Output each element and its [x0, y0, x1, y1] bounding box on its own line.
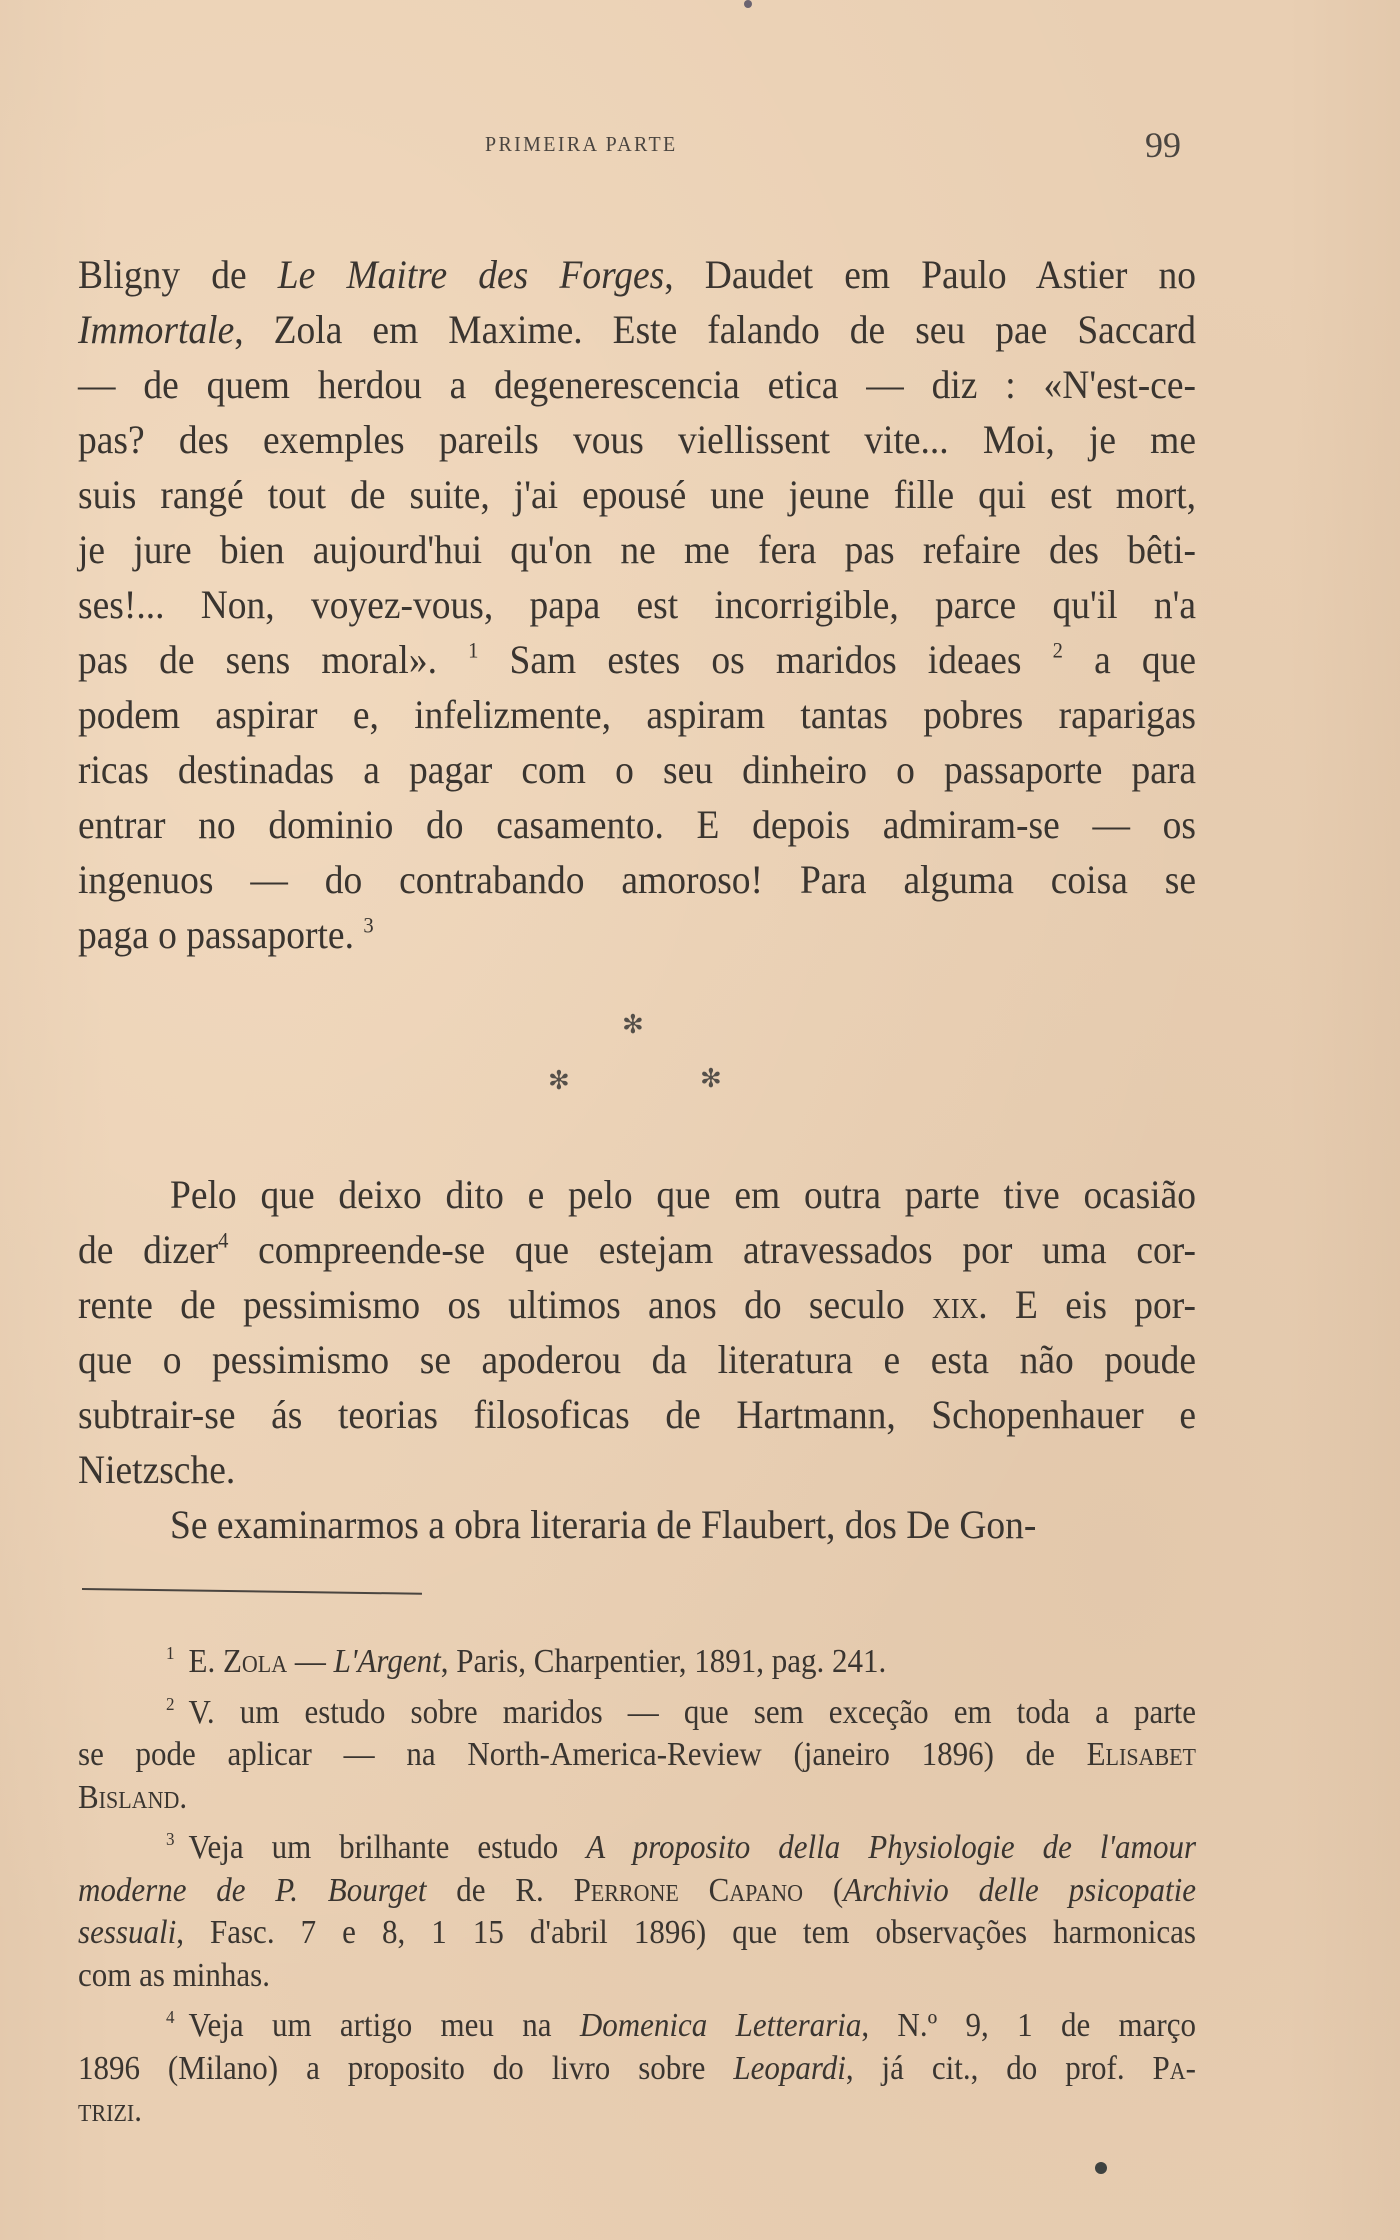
- text-run: podem aspirar e, infelizmente, aspiram tantas pobres raparigas: [78, 693, 1196, 738]
- text-line: [78, 1386, 1196, 1445]
- text-run: —: [287, 1641, 334, 1680]
- footnote-number: 1: [166, 1642, 175, 1664]
- text-line: [78, 1166, 1196, 1225]
- running-header: [0, 124, 1400, 164]
- footnote-number: 3: [166, 1828, 175, 1850]
- small-caps-name: xix: [932, 1283, 979, 1328]
- italic-title: Leopardi: [733, 2048, 846, 2086]
- text-run: Veja um brilhante estudo: [188, 1827, 587, 1866]
- italic-title: moderne de P. Bourget: [78, 1870, 427, 1908]
- text-line: [78, 851, 1196, 910]
- text-line: [78, 741, 1196, 800]
- footnote-number: 4: [166, 2006, 175, 2028]
- small-caps-name: trizi: [78, 2090, 135, 2129]
- asterism-icon: ✻: [622, 1010, 644, 1039]
- text-run: rente de pessimismo os ultimos anos do seculo: [78, 1283, 933, 1328]
- text-line: [78, 686, 1196, 745]
- footnote-reference: 2: [1052, 638, 1063, 663]
- small-caps-name: Bisland: [78, 1777, 180, 1815]
- text-run: entrar no dominio do casamento. E depois admiram-se — os: [78, 803, 1196, 848]
- text-line: [78, 906, 1196, 965]
- text-line: [78, 521, 1196, 580]
- text-run: paga o passaporte.: [78, 913, 364, 958]
- italic-title: Immortale: [78, 308, 235, 353]
- text-run: pas de sens moral».: [78, 638, 469, 683]
- text-run: se pode aplicar — na North-America-Review (janeiro 1896) de: [78, 1734, 1087, 1773]
- text-run: , Daudet em Paulo Astier no: [664, 253, 1196, 298]
- text-run: que o pessimismo se apoderou da literatura e esta não poude: [78, 1338, 1196, 1383]
- text-run: Pelo que deixo dito e pelo que em outra parte tive ocasião: [170, 1173, 1196, 1218]
- text-run: Sam estes os maridos ideaes: [478, 638, 1053, 683]
- text-line: [78, 246, 1196, 305]
- text-run: pas? des exemples pareils vous viellissent vite... Moi, je me: [78, 418, 1196, 463]
- text-run: Veja um artigo meu na: [188, 2005, 580, 2044]
- footnote-line: [78, 1909, 1196, 1955]
- text-run: ricas destinadas a pagar com o seu dinheiro o passaporte para: [78, 748, 1196, 793]
- text-run: .: [179, 1777, 188, 1815]
- small-caps-name: Elisabet: [1086, 1734, 1196, 1773]
- footnote-number: 2: [166, 1693, 175, 1714]
- text-line: [78, 1441, 1196, 1500]
- ink-spot: [744, 0, 752, 8]
- small-caps-name: Pa-: [1152, 2048, 1196, 2086]
- footnote-reference: 1: [468, 638, 479, 663]
- small-caps-name: Zola: [222, 1641, 288, 1680]
- italic-title: sessuali: [78, 1912, 177, 1951]
- paragraph-3: [78, 1498, 1196, 1553]
- text-line: [78, 1276, 1196, 1335]
- text-run: , Fasc. 7 e 8, 1 15 d'abril 1896) que tem observações harmonicas: [176, 1912, 1196, 1951]
- footnote-line: [78, 1638, 1196, 1684]
- text-line: [78, 576, 1196, 635]
- text-line: [78, 1496, 1196, 1555]
- text-run: — de quem herdou a degenerescencia etica — diz : «N'est-ce-: [78, 363, 1196, 408]
- footnote-rule: [82, 1588, 422, 1595]
- section-2: [78, 1168, 1196, 1553]
- text-run: Bligny de: [78, 253, 278, 298]
- italic-title: Le Maitre des Forges: [277, 253, 665, 298]
- paragraph-1: [78, 248, 1196, 963]
- text-run: . E eis por-: [978, 1283, 1196, 1328]
- text-line: [78, 301, 1196, 360]
- footnote-line: [78, 1689, 1196, 1735]
- footnote-line: [78, 1731, 1196, 1777]
- footnote-2: [78, 1691, 1196, 1819]
- text-run: a que: [1062, 638, 1196, 683]
- text-run: Se examinarmos a obra literaria de Flaubert, dos De Gon-: [170, 1503, 1037, 1548]
- footnote-line: [78, 2002, 1196, 2048]
- text-run: , Paris, Charpentier, 1891, pag. 241.: [440, 1641, 887, 1680]
- text-run: V. um estudo sobre maridos — que sem exceção em toda a parte: [188, 1692, 1196, 1730]
- text-run: , já cit., do prof.: [845, 2048, 1153, 2086]
- italic-title: A proposito della Physiologie de l'amour: [586, 1827, 1197, 1866]
- paragraph-2: [78, 1168, 1196, 1498]
- footnote-reference: 4: [218, 1228, 229, 1253]
- footnote-1: [78, 1640, 1196, 1683]
- text-run: ingenuos — do contrabando amoroso! Para alguma coisa se: [78, 858, 1196, 903]
- footnote-line: [78, 2045, 1196, 2091]
- asterism-icon: ✻: [548, 1066, 570, 1095]
- text-line: [78, 796, 1196, 855]
- footnote-line: [78, 1952, 1196, 1998]
- footnote-3: [78, 1826, 1196, 1996]
- text-run: 1896 (Milano) a proposito do livro sobre: [78, 2048, 734, 2086]
- footnote-line: [78, 1824, 1196, 1870]
- footnote-line: [78, 2087, 1196, 2133]
- text-run: compreende-se que estejam atravessados por uma cor-: [228, 1228, 1196, 1273]
- text-run: de dizer: [78, 1228, 219, 1273]
- small-caps-name: Perrone Capano: [573, 1870, 804, 1908]
- text-run: E.: [188, 1641, 223, 1680]
- text-run: suis rangé tout de suite, j'ai epousé une jeune fille qui est mort,: [78, 473, 1196, 518]
- text-line: [78, 356, 1196, 415]
- text-run: ses!... Non, voyez-vous, papa est incorrigible, parce qu'il n'a: [78, 583, 1196, 628]
- text-run: , N.º 9, 1 de março: [861, 2005, 1197, 2044]
- running-title: PRIMEIRA PARTE: [485, 132, 678, 156]
- italic-title: L'Argent: [333, 1641, 441, 1680]
- text-line: [78, 631, 1196, 690]
- text-line: [78, 466, 1196, 525]
- text-line: [78, 1331, 1196, 1390]
- text-line: [78, 411, 1196, 470]
- italic-title: Archivio delle psicopatie: [843, 1870, 1197, 1908]
- footnote-line: [78, 1867, 1196, 1913]
- asterism-separator: [0, 1010, 1400, 1120]
- text-run: com as minhas.: [78, 1955, 270, 1993]
- ink-spot: [1095, 2162, 1107, 2174]
- text-run: de R.: [426, 1870, 574, 1908]
- text-run: subtrair-se ás teorias filosoficas de Hartmann, Schopenhauer e: [78, 1393, 1196, 1438]
- text-run: .: [134, 2090, 142, 2129]
- italic-title: Domenica Letteraria: [579, 2005, 862, 2044]
- asterism-icon: ✻: [700, 1064, 722, 1093]
- footnote-4: [78, 2004, 1196, 2132]
- text-run: , Zola em Maxime. Este falando de seu pae Saccard: [234, 308, 1196, 353]
- footnote-reference: 3: [363, 913, 374, 938]
- footnotes: [78, 1640, 1196, 2140]
- page-number: 99: [1145, 125, 1181, 165]
- text-run: Nietzsche.: [78, 1448, 236, 1493]
- footnote-line: [78, 1774, 1196, 1820]
- text-line: [78, 1221, 1196, 1280]
- text-run: (: [803, 1870, 844, 1908]
- text-run: je jure bien aujourd'hui qu'on ne me fera pas refaire des bêti-: [78, 528, 1196, 573]
